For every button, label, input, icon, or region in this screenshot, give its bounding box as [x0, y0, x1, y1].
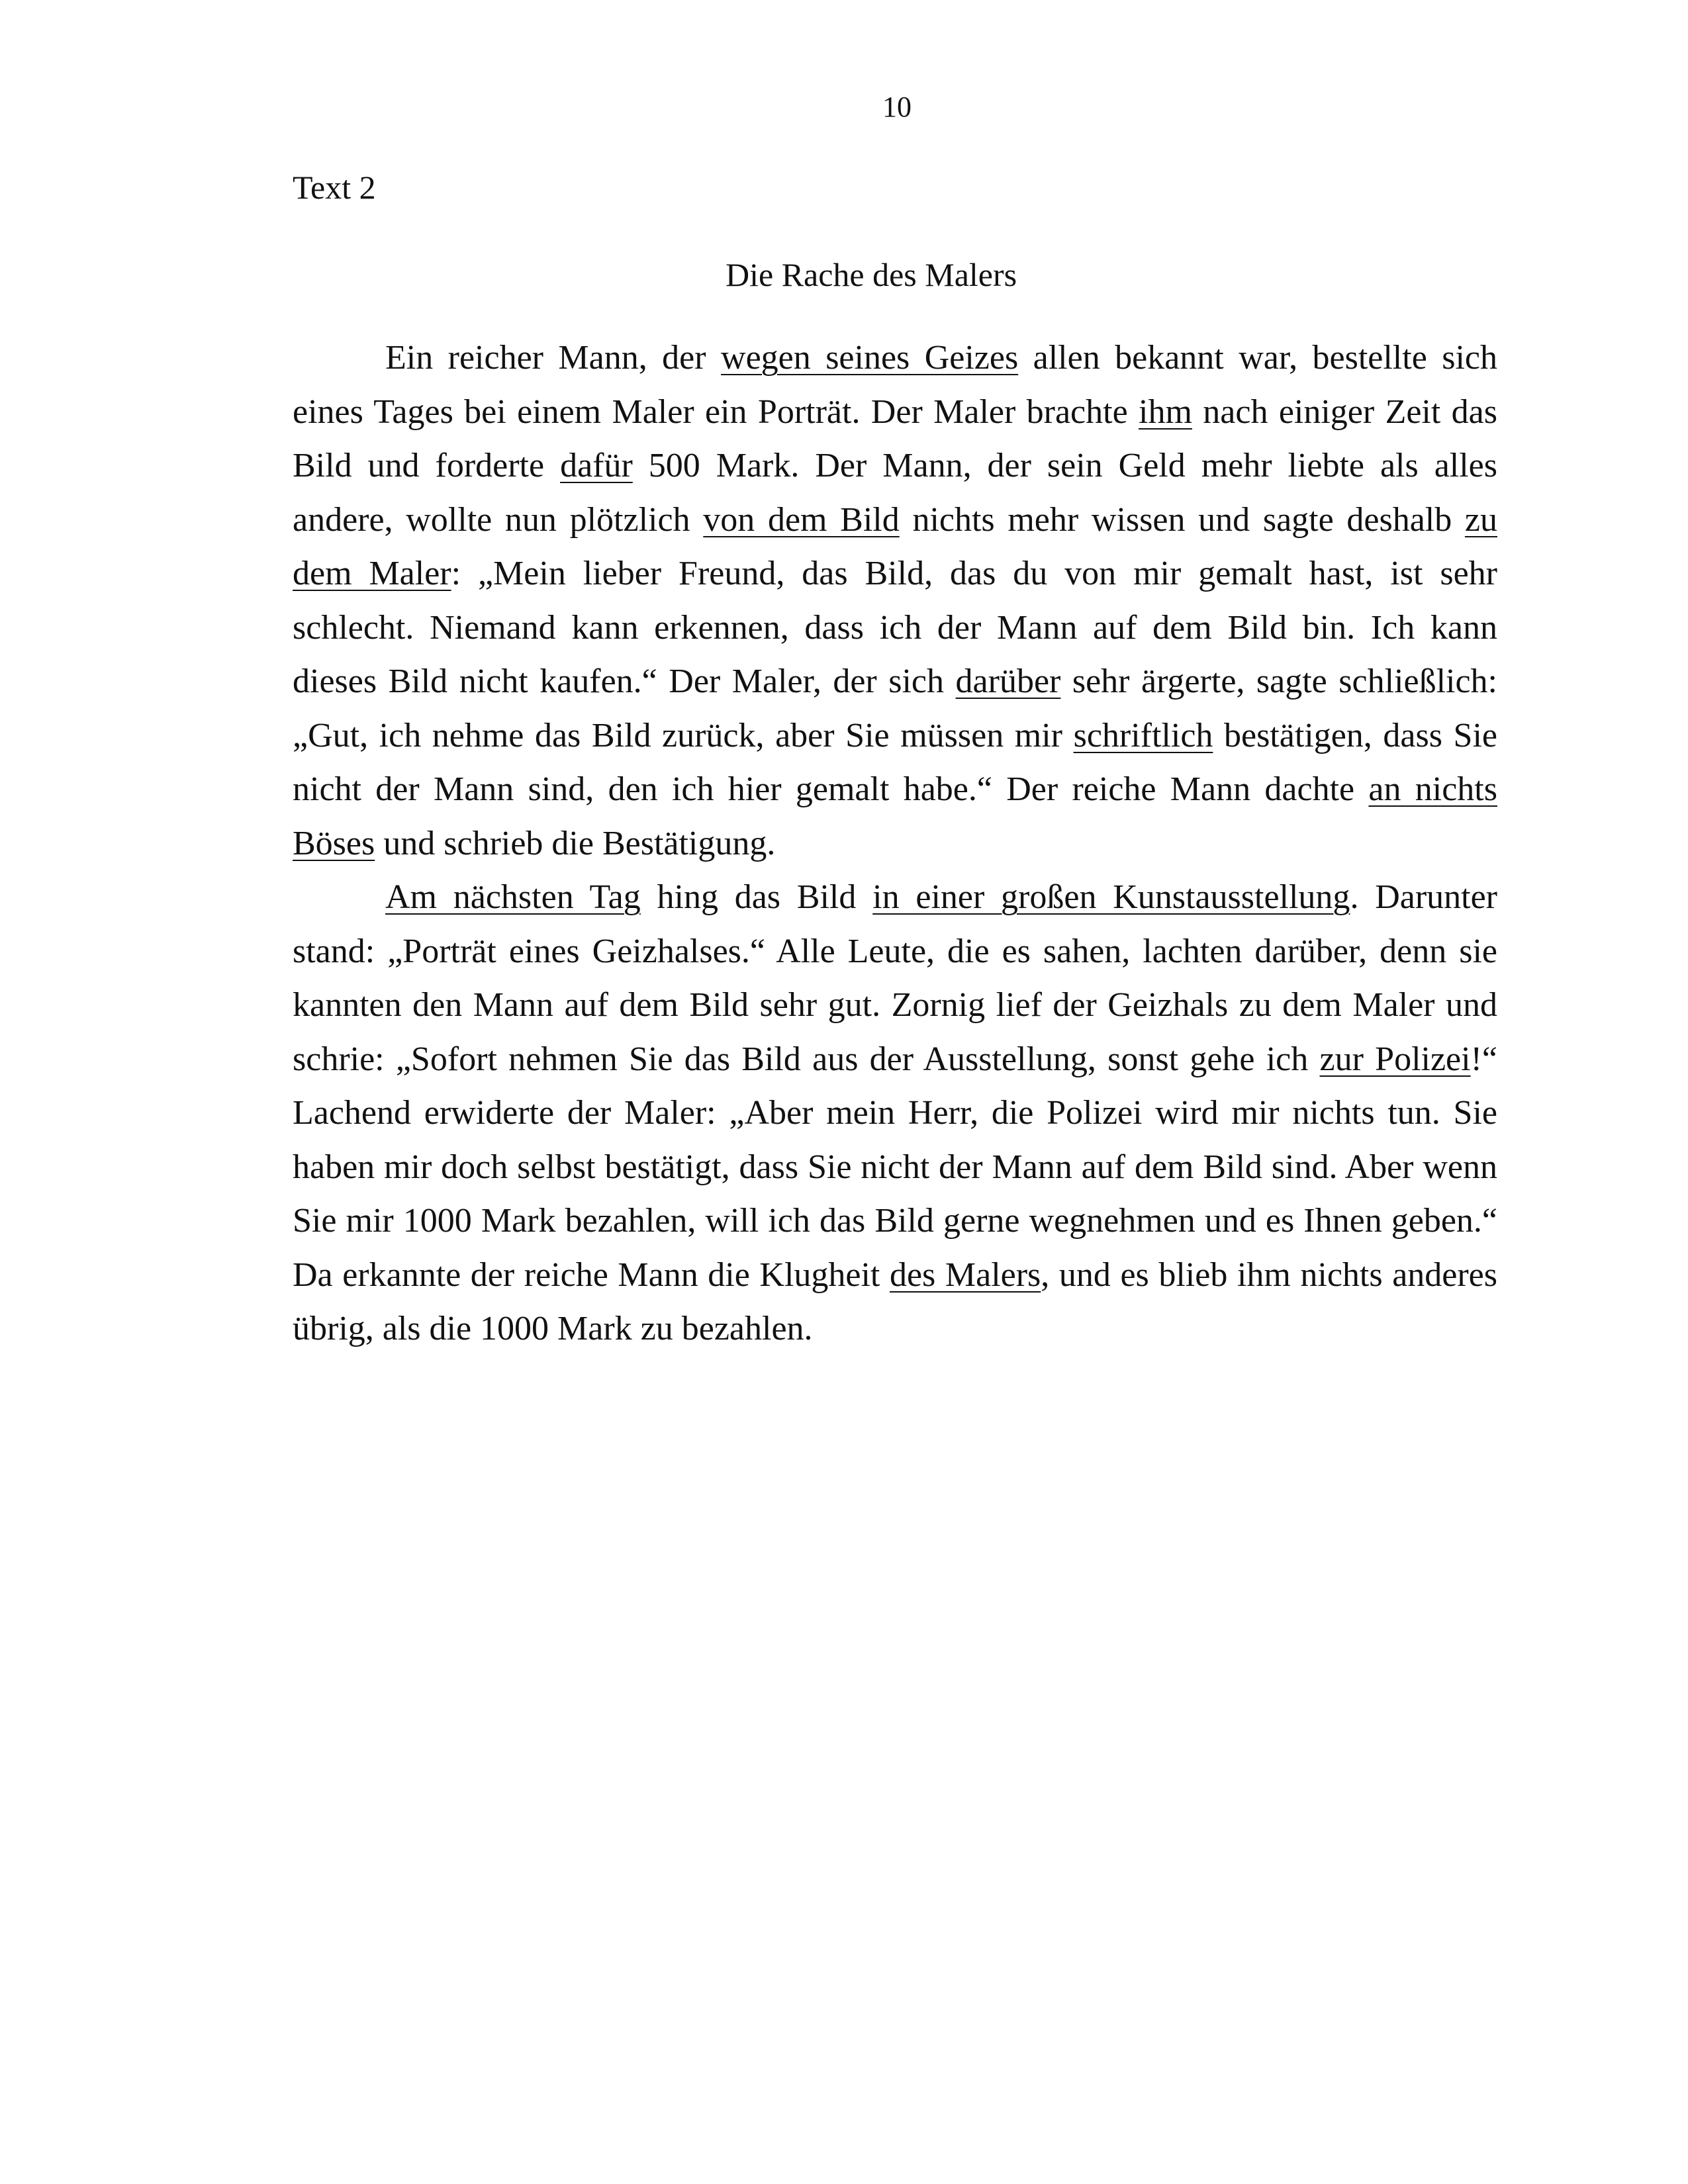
- text-segment: , und es blieb ihm nichts anderes übrig, als die 1000 Mark zu bezahlen.: [293, 1255, 1497, 1347]
- paragraph: [293, 331, 1497, 870]
- text-segment: 500 Mark. Der Mann, der sein Geld mehr liebte als alles andere, wollte nun plötzlich: [293, 447, 1498, 539]
- page-number: 10: [882, 91, 912, 123]
- text-segment: nach einiger Zeit das Bild und forderte: [293, 392, 1497, 484]
- underlined-phrase: zu dem Maler: [293, 500, 1498, 592]
- text-segment: !“ Lachend erwiderte der Maler: „Aber mein Herr, die Polizei wird mir nichts tun. Sie haben mir doch selbst bestätigt, dass Sie nicht der Mann auf dem Bild sind. Aber wenn Sie mir 1000 Mark bezahlen, will ich das Bild gerne wegnehmen und es Ihnen geben.“ Da erkannte der reiche Mann die Klugheit: [293, 1040, 1497, 1294]
- underlined-phrase: des Malers: [889, 1255, 1041, 1294]
- underlined-phrase: zur Polizei: [1319, 1040, 1471, 1078]
- text-segment: sehr ärgerte, sagte schließlich: „Gut, ich nehme das Bild zurück, aber Sie müssen mir: [293, 662, 1497, 754]
- underlined-phrase: dafür: [560, 447, 633, 484]
- underlined-phrase: an nichts Böses: [293, 770, 1497, 862]
- text-segment: . Darunter stand: „Porträt eines Geizhalses.“ Alle Leute, die es sahen, lachten darüber, denn sie kannten den Mann auf dem Bild sehr gut. Zornig lief der Geizhals zu dem Maler und schrie: „Sofort nehmen Sie das Bild aus der Ausstellung, sonst gehe ich: [293, 878, 1497, 1078]
- text-segment: hing das Bild: [640, 878, 873, 916]
- text-segment: nichts mehr wissen und sagte deshalb: [899, 500, 1465, 539]
- underlined-phrase: ihm: [1139, 392, 1192, 431]
- text-segment: : „Mein lieber Freund, das Bild, das du von mir gemalt hast, ist sehr schlecht. Niemand kann erkennen, dass ich der Mann auf dem Bild bin. Ich kann dieses Bild nicht kaufen.“ Der Maler, der sich: [293, 555, 1497, 700]
- text-segment: bestätigen, dass Sie nicht der Mann sind, den ich hier gemalt habe.“ Der reiche Mann dachte: [293, 716, 1497, 808]
- body-text: [293, 331, 1497, 1356]
- underlined-phrase: schriftlich: [1073, 716, 1213, 754]
- text-segment: Ein reicher Mann, der: [385, 339, 722, 377]
- underlined-phrase: von dem Bild: [703, 500, 900, 539]
- text-segment: und schrieb die Bestätigung.: [375, 824, 776, 862]
- text-label: Text 2: [293, 169, 376, 206]
- paragraph: [293, 870, 1497, 1356]
- underlined-phrase: Am nächsten Tag: [385, 878, 641, 916]
- underlined-phrase: wegen seines Geizes: [721, 339, 1019, 377]
- document-title: Die Rache des Malers: [726, 256, 1017, 293]
- underlined-phrase: in einer großen Kunstausstellung: [872, 878, 1350, 916]
- text-segment: allen bekannt war, bestellte sich eines Tages bei einem Maler ein Porträt. Der Maler brachte: [293, 339, 1497, 431]
- underlined-phrase: darüber: [955, 662, 1061, 700]
